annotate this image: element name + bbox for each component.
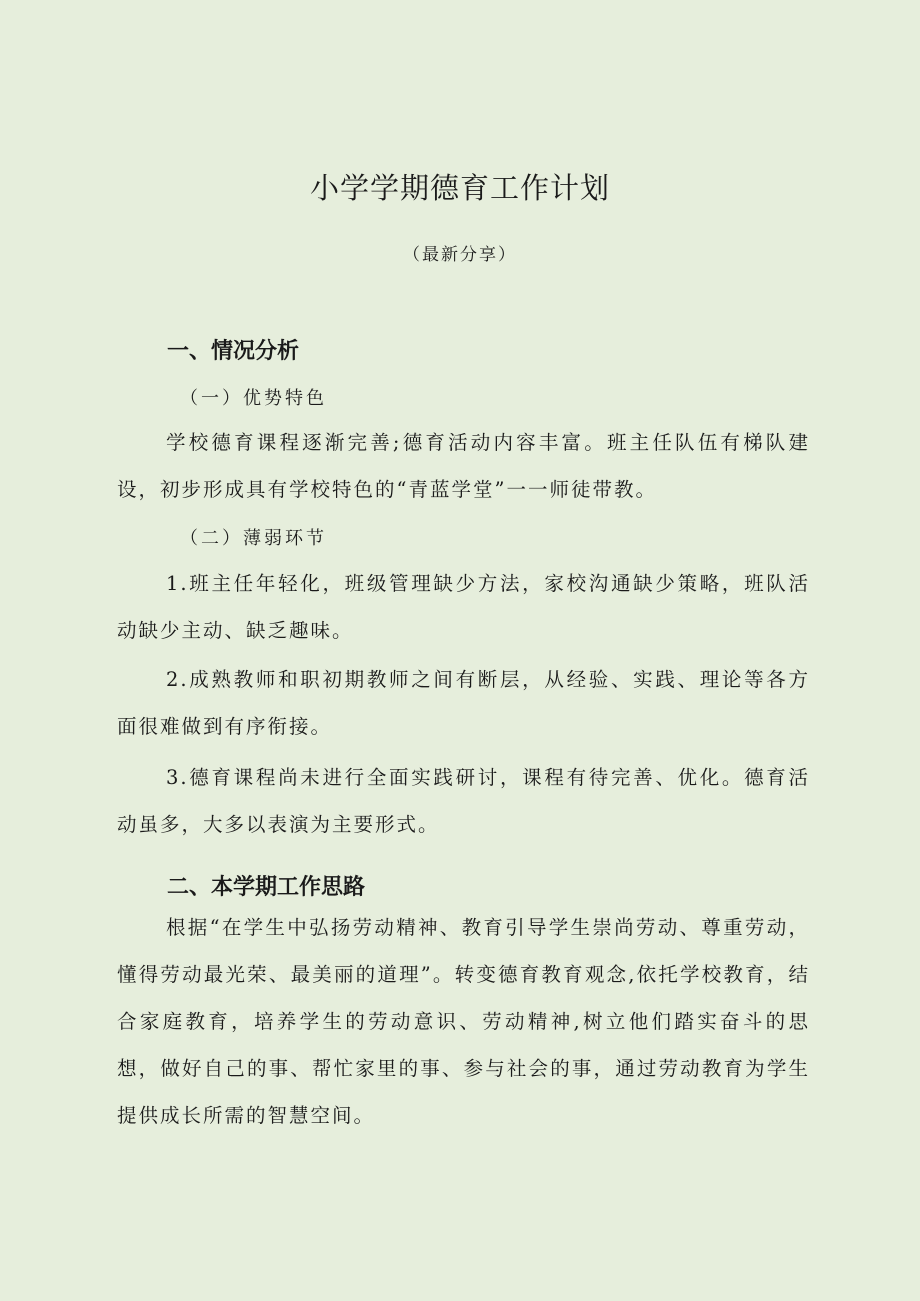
weakness-item-3: 3.德育课程尚未进行全面实践研讨，课程有待完善、优化。德育活动虽多，大多以表演为主要形式。	[117, 766, 810, 836]
weakness-item-2: 2.成熟教师和职初期教师之间有断层，从经验、实践、理论等各方面很难做到有序衔接。	[117, 668, 810, 738]
section-2-heading: 二、本学期工作思路	[167, 875, 366, 900]
document-title: 小学学期德育工作计划	[309, 171, 610, 205]
section-2-paragraph: 根据“在学生中弘扬劳动精神、教育引导学生崇尚劳动、尊重劳动，懂得劳动最光荣、最美丽的道理”。转变德育教育观念,依托学校教育，结合家庭教育，培养学生的劳动意识、劳动精神,树立他们踏实奋斗的思想，做好自己的事、帮忙家里的事、参与社会的事，通过劳动教育为学生提供成长所需的智慧空间。	[117, 916, 810, 1127]
document-subtitle: （最新分享）	[403, 245, 517, 265]
section-1-heading: 一、情况分析	[167, 339, 300, 364]
section-1-sub-1-paragraph: 学校德育课程逐渐完善;德育活动内容丰富。班主任队伍有梯队建设，初步形成具有学校特色的“青蓝学堂”一一师徒带教。	[117, 431, 810, 501]
section-1-sub-1-heading: （一）优势特色	[180, 388, 327, 409]
section-1-sub-2-heading: （二）薄弱环节	[180, 528, 327, 549]
weakness-item-1: 1.班主任年轻化，班级管理缺少方法，家校沟通缺少策略，班队活动缺少主动、缺乏趣味。	[117, 572, 810, 642]
